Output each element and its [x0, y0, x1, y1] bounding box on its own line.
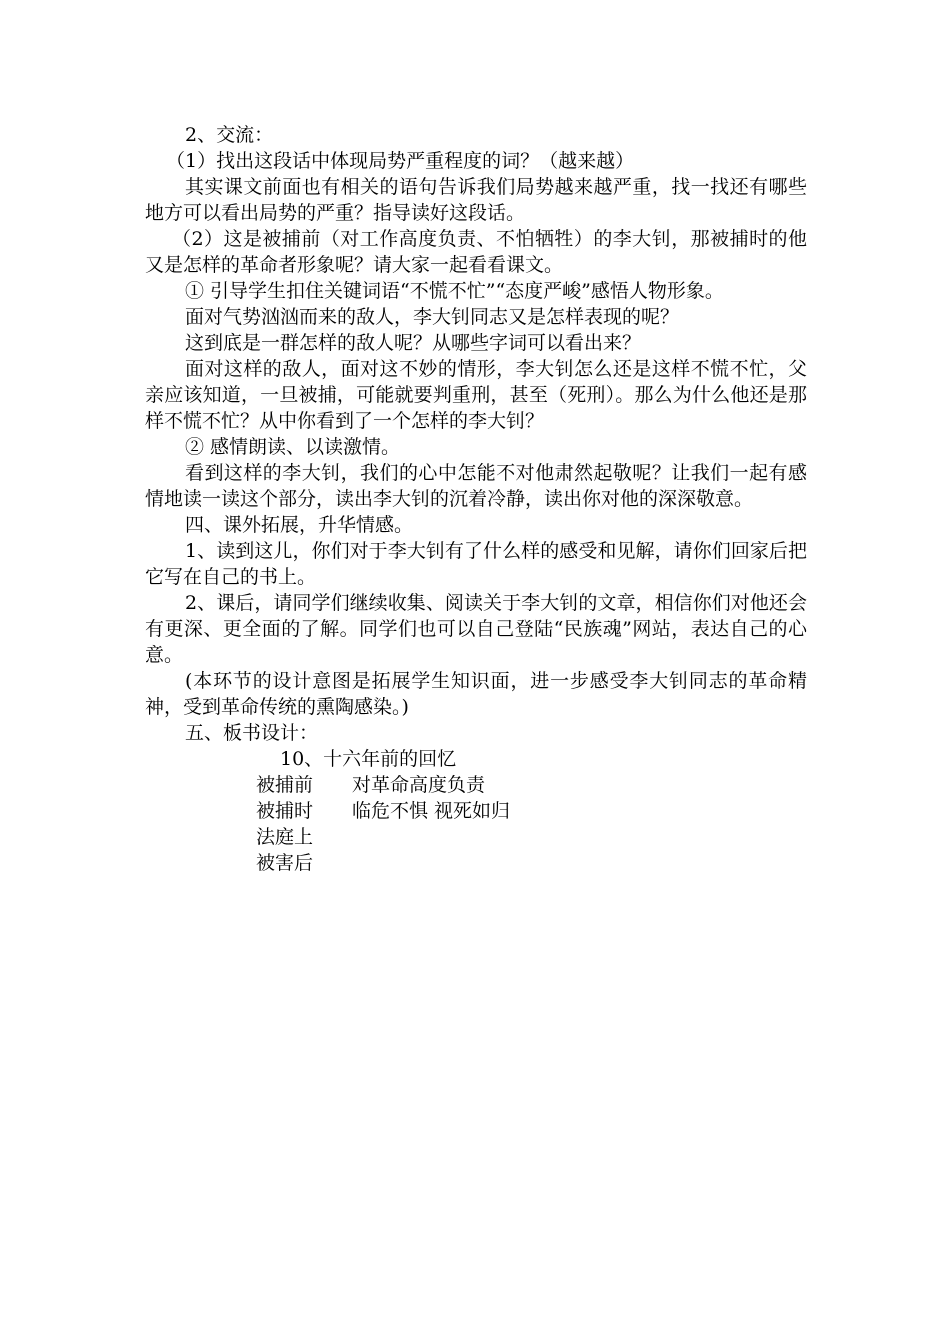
paragraph-what-enemy: 这到底是一群怎样的敌人呢？从哪些字词可以看出来？: [185, 332, 642, 354]
paragraph-extension-2: 2、课后，请同学们继续收集、阅读关于李大钊的文章，相信你们对他还会有更深、更全面的了解。同学们也可以自己登陆“民族魂”网站，表达自己的心意。: [145, 592, 807, 666]
board-design: [145, 746, 807, 876]
paragraph-facing-enemy: 面对气势汹汹而来的敌人，李大钊同志又是怎样表现的呢？: [185, 306, 680, 328]
paragraph-emotional-reading: ② 感情朗读、以读激情。: [185, 436, 401, 458]
section-heading-extension: 四、课外拓展，升华情感。: [185, 514, 414, 536]
board-row: [145, 850, 807, 876]
board-row-text: 对革命高度负责: [352, 774, 486, 796]
paragraph-situation-severity: 其实课文前面也有相关的语句告诉我们局势越来越严重，找一找还有哪些地方可以看出局势的严重？指导读好这段话。: [145, 176, 807, 224]
paragraph-respect: 看到这样的李大钊，我们的心中怎能不对他肃然起敬呢？让我们一起有感情地读一读这个部分，读出李大钊的沉着冷静，读出你对他的深深敬意。: [145, 462, 807, 510]
board-row-text: 临危不惧 视死如归: [352, 800, 511, 822]
document-body: [145, 122, 807, 876]
board-row-label: 法庭上: [256, 826, 314, 848]
paragraph-question-2: （2）这是被捕前（对工作高度负责、不怕牺牲）的李大钊，那被捕时的他又是怎样的革命者形象呢？请大家一起看看课文。: [145, 228, 807, 276]
section-heading-board-design: 五、板书设计：: [185, 722, 319, 744]
board-row: [145, 772, 807, 798]
paragraph-design-intent: (本环节的设计意图是拓展学生知识面，进一步感受李大钊同志的革命精神，受到革命传统的熏陶感染。): [145, 670, 807, 718]
paragraph-calm-analysis: 面对这样的敌人，面对这不妙的情形，李大钊怎么还是这样不慌不忙，父亲应该知道，一旦被捕，可能就要判重刑，甚至（死刑）。那么为什么他还是那样不慌不忙？从中你看到了一个怎样的李大钊？: [145, 358, 807, 432]
board-row: [145, 824, 807, 850]
board-row: [145, 798, 807, 824]
paragraph-keyword-guide: ① 引导学生扣住关键词语“不慌不忙”“态度严峻”感悟人物形象。: [185, 280, 724, 302]
paragraph-exchange-heading: 2、交流：: [185, 124, 274, 146]
paragraph-question-1: （1）找出这段话中体现局势严重程度的词？（越来越）: [166, 150, 635, 172]
paragraph-extension-1: 1、读到这儿，你们对于李大钊有了什么样的感受和见解，请你们回家后把它写在自己的书上。: [145, 540, 807, 588]
board-row-label: 被捕时: [256, 800, 314, 822]
board-row-label: 被害后: [256, 852, 314, 874]
board-row-label: 被捕前: [256, 774, 314, 796]
board-title: 10、十六年前的回忆: [280, 748, 457, 770]
